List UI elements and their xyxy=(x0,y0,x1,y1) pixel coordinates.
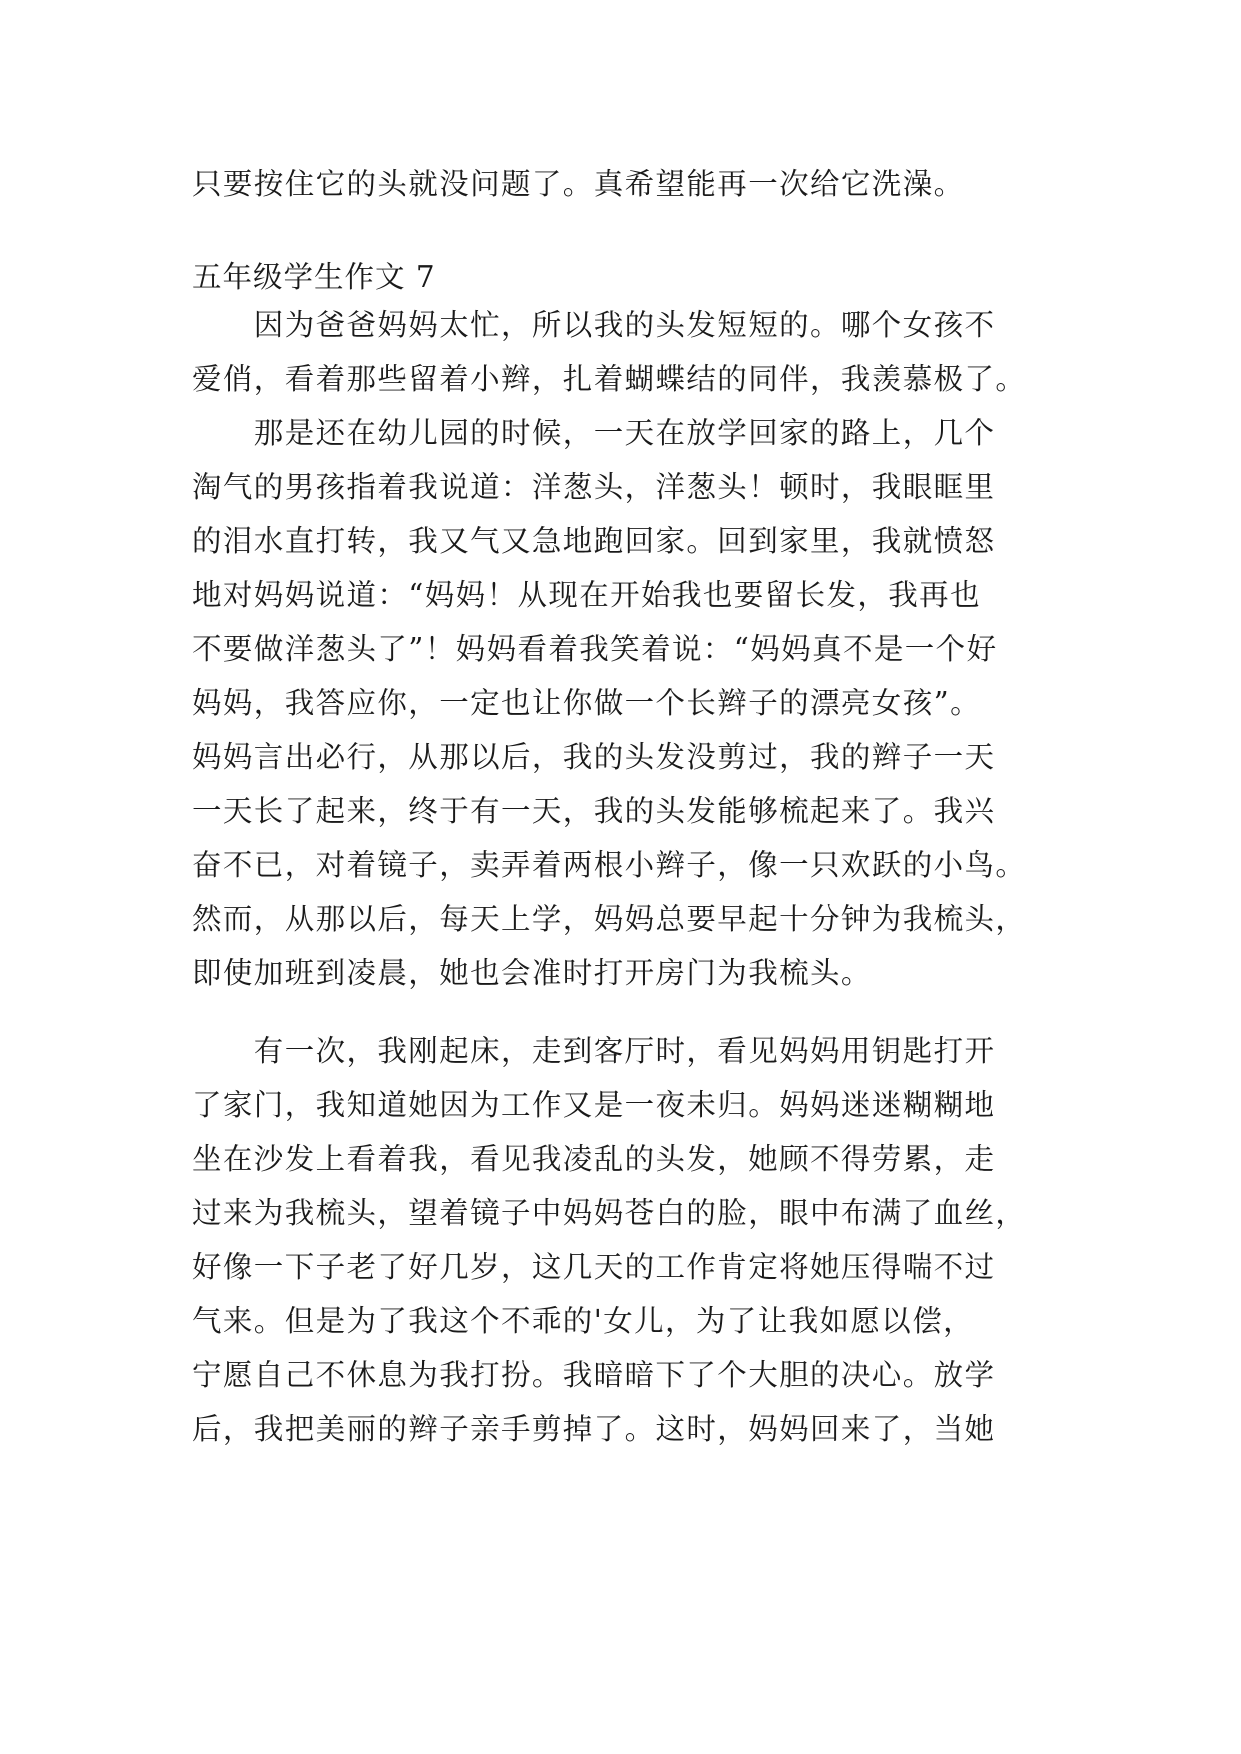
text-line: 即使加班到凌晨，她也会准时打开房门为我梳头。 xyxy=(192,956,872,990)
text-line: 有一次，我刚起床，走到客厅时，看见妈妈用钥匙打开 xyxy=(192,1034,996,1068)
essay-heading: 五年级学生作文 7 xyxy=(192,260,436,294)
text-line: 爱俏，看着那些留着小辫，扎着蝴蝶结的同伴，我羡慕极了。 xyxy=(192,362,1027,396)
text-line: 妈妈言出必行，从那以后，我的头发没剪过，我的辫子一天 xyxy=(192,740,996,774)
text-line: 了家门，我知道她因为工作又是一夜未归。妈妈迷迷糊糊地 xyxy=(192,1088,996,1122)
text-line: 的泪水直打转，我又气又急地跑回家。回到家里，我就愤怒 xyxy=(192,524,996,558)
intro-line: 只要按住它的头就没问题了。真希望能再一次给它洗澡。 xyxy=(192,167,965,201)
text-line: 淘气的男孩指着我说道：洋葱头，洋葱头！顿时，我眼眶里 xyxy=(192,470,996,504)
text-line: 地对妈妈说道：“妈妈！从现在开始我也要留长发，我再也 xyxy=(192,578,981,612)
text-line: 不要做洋葱头了”！妈妈看着我笑着说：“妈妈真不是一个好 xyxy=(192,632,998,666)
text-line: 后，我把美丽的辫子亲手剪掉了。这时，妈妈回来了，当她 xyxy=(192,1412,996,1446)
text-line: 然而，从那以后，每天上学，妈妈总要早起十分钟为我梳头， xyxy=(192,902,1027,936)
text-line: 气来。但是为了我这个不乖的'女儿，为了让我如愿以偿， xyxy=(192,1304,975,1338)
text-line: 因为爸爸妈妈太忙，所以我的头发短短的。哪个女孩不 xyxy=(192,308,996,342)
text-line: 一天长了起来，终于有一天，我的头发能够梳起来了。我兴 xyxy=(192,794,996,828)
text-line: 宁愿自己不休息为我打扮。我暗暗下了个大胆的决心。放学 xyxy=(192,1358,996,1392)
text-line: 妈妈，我答应你，一定也让你做一个长辫子的漂亮女孩”。 xyxy=(192,686,981,720)
text-line: 好像一下子老了好几岁，这几天的工作肯定将她压得喘不过 xyxy=(192,1250,996,1284)
text-line: 过来为我梳头，望着镜子中妈妈苍白的脸，眼中布满了血丝， xyxy=(192,1196,1027,1230)
text-line: 那是还在幼儿园的时候，一天在放学回家的路上，几个 xyxy=(192,416,996,450)
text-line: 奋不已，对着镜子，卖弄着两根小辫子，像一只欢跃的小鸟。 xyxy=(192,848,1027,882)
text-line: 坐在沙发上看着我，看见我凌乱的头发，她顾不得劳累，走 xyxy=(192,1142,996,1176)
